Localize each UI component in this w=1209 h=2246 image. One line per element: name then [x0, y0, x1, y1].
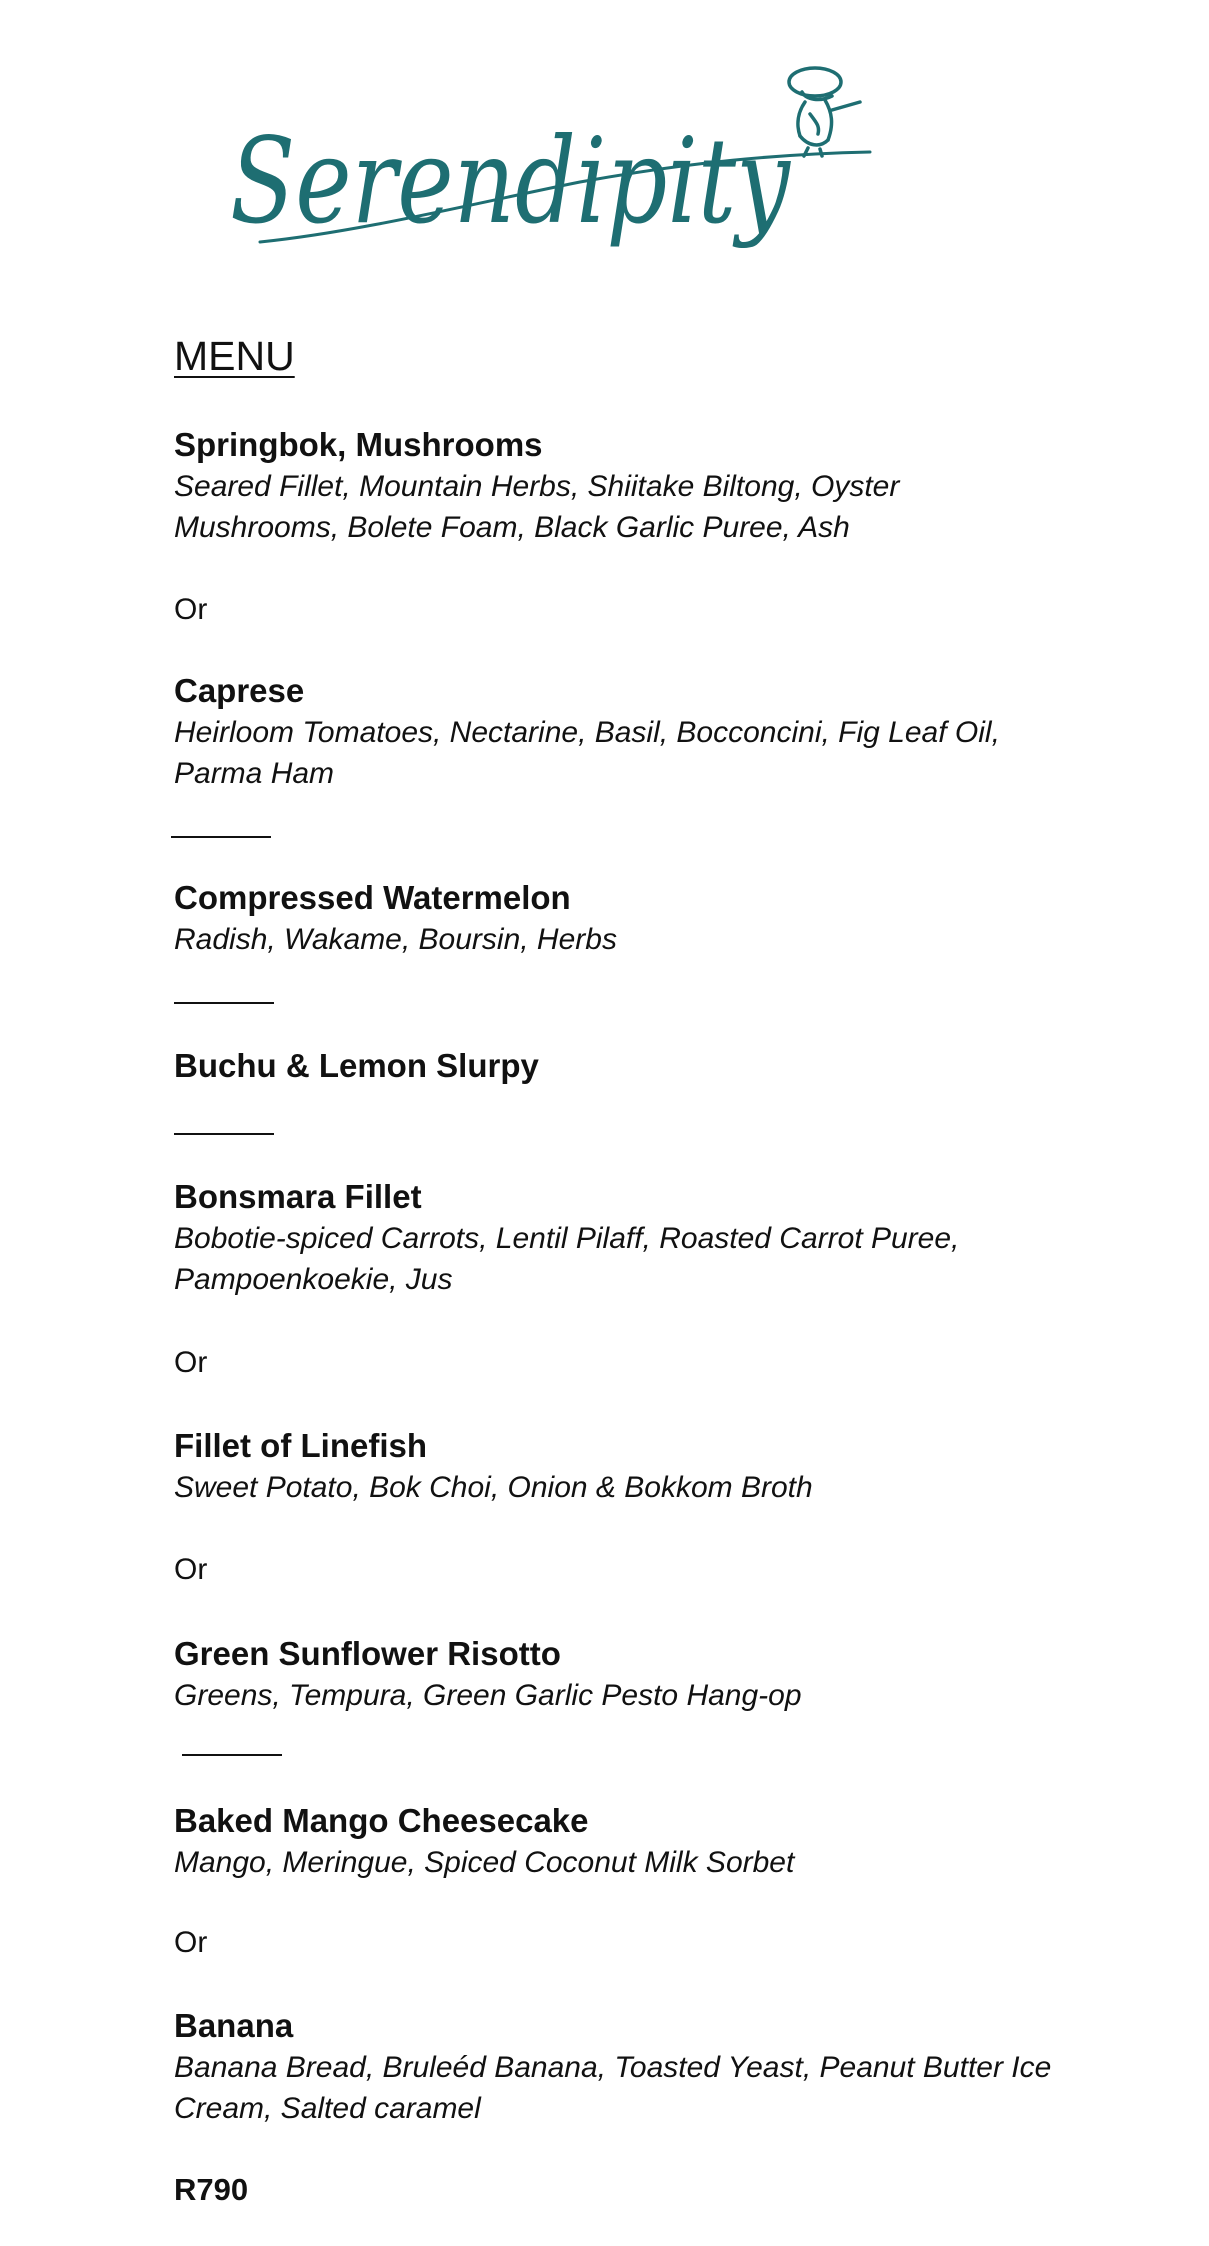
- dish-desc-line: Radish, Wakame, Boursin, Herbs: [174, 923, 617, 956]
- svg-text:Serendipity: Serendipity: [230, 112, 792, 250]
- dish-desc-line: Mango, Meringue, Spiced Coconut Milk Sorbet: [174, 1846, 795, 1879]
- dish-name: Buchu & Lemon Slurpy: [174, 1047, 539, 1084]
- section-divider: [171, 836, 271, 838]
- price-block: [174, 2170, 1094, 2210]
- dish-desc-line: Sweet Potato, Bok Choi, Onion & Bokkom Broth: [174, 1471, 813, 1504]
- menu-price: R790: [174, 2172, 249, 2207]
- course-cheesecake: [174, 1800, 1094, 1883]
- dish-name: Banana: [174, 2007, 294, 2044]
- dish-name: Green Sunflower Risotto: [174, 1635, 561, 1672]
- course-linefish: [174, 1425, 1094, 1508]
- section-divider: [182, 1754, 282, 1756]
- dish-name: Bonsmara Fillet: [174, 1178, 422, 1215]
- dish-desc-line: Greens, Tempura, Green Garlic Pesto Hang-op: [174, 1679, 802, 1712]
- or-text: Or: [174, 1926, 208, 1959]
- or-text: Or: [174, 1346, 208, 1379]
- course-banana: [174, 2005, 1094, 2129]
- or-text: Or: [174, 593, 208, 626]
- dish-desc-line: Cream, Salted caramel: [174, 2092, 481, 2125]
- or-separator: [174, 1550, 1094, 1590]
- course-caprese: [174, 670, 1094, 794]
- dish-name: Springbok, Mushrooms: [174, 426, 543, 463]
- dish-name: Compressed Watermelon: [174, 879, 571, 916]
- dish-desc-line: Heirloom Tomatoes, Nectarine, Basil, Bocconcini, Fig Leaf Oil,: [174, 716, 1000, 749]
- course-slurpy: [174, 1045, 1094, 1087]
- course-springbok: [174, 424, 1094, 548]
- serendipity-logo: [220, 52, 880, 302]
- dish-desc-line: Bobotie-spiced Carrots, Lentil Pilaff, Roasted Carrot Puree,: [174, 1222, 960, 1255]
- course-bonsmara: [174, 1176, 1094, 1300]
- dish-name: Caprese: [174, 672, 305, 709]
- dish-name: Fillet of Linefish: [174, 1427, 427, 1464]
- or-separator: [174, 1343, 1094, 1383]
- dish-name: Baked Mango Cheesecake: [174, 1802, 589, 1839]
- dish-desc-line: Banana Bread, Bruleéd Banana, Toasted Yeast, Peanut Butter Ice: [174, 2051, 1052, 2084]
- dish-desc-line: Parma Ham: [174, 757, 335, 790]
- or-separator: [174, 1923, 1094, 1963]
- course-watermelon: [174, 877, 1094, 960]
- dish-desc-line: Seared Fillet, Mountain Herbs, Shiitake Biltong, Oyster: [174, 470, 900, 503]
- section-divider: [174, 1002, 274, 1004]
- menu-heading: MENU: [174, 333, 295, 379]
- dish-desc-line: Mushrooms, Bolete Foam, Black Garlic Puree, Ash: [174, 511, 850, 544]
- section-divider: [174, 1133, 274, 1135]
- or-text: Or: [174, 1553, 208, 1586]
- course-risotto: [174, 1633, 1094, 1716]
- or-separator: [174, 590, 1094, 630]
- chef-bird-icon: [789, 68, 860, 156]
- dish-desc-line: Pampoenkoekie, Jus: [174, 1263, 453, 1296]
